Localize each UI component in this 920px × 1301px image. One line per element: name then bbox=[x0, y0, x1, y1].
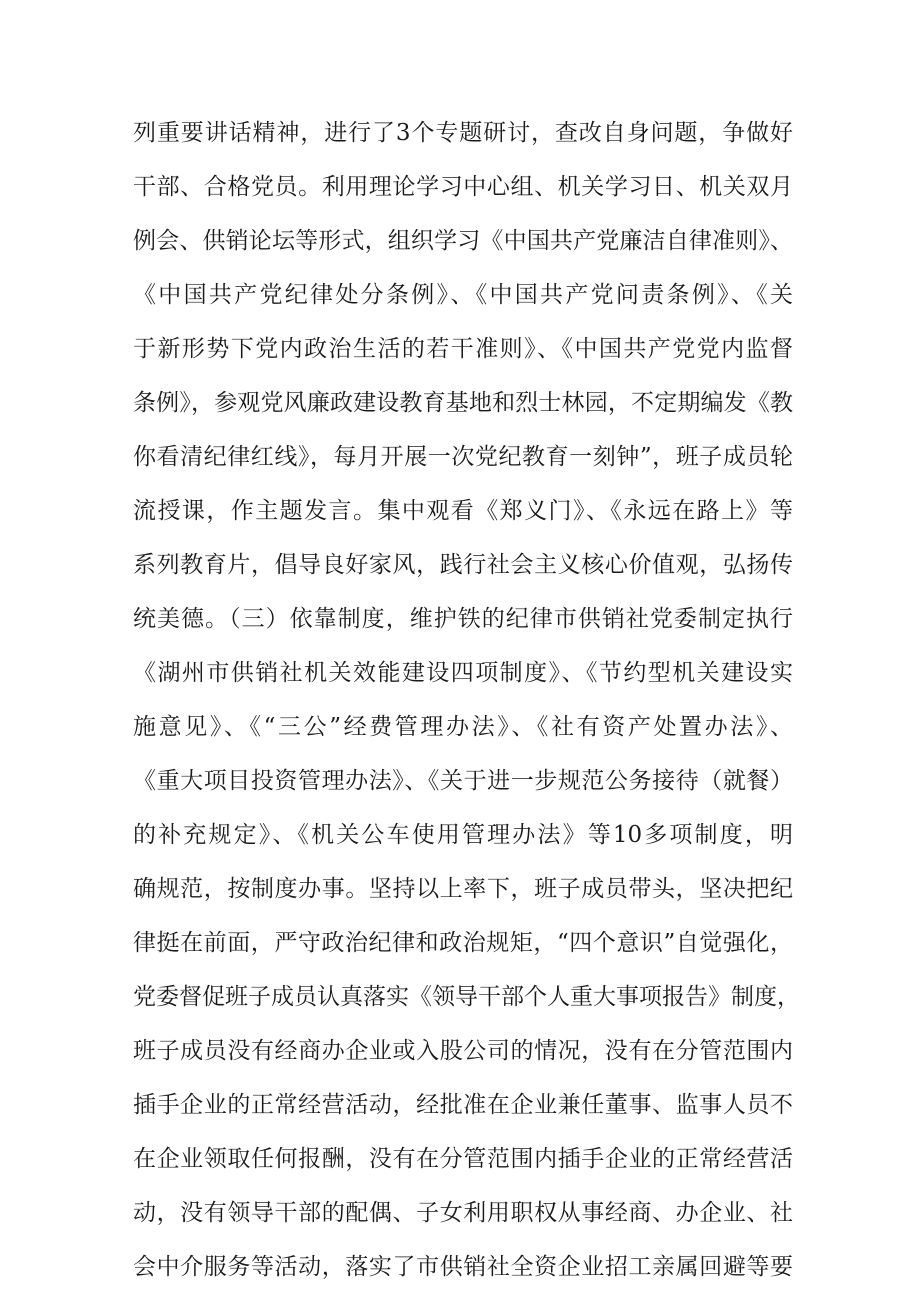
text-line: 你看清纪律红线》，每月开展一次党纪教育一刻钟”，班子成员轮 bbox=[133, 444, 793, 470]
text-line: 《中国共产党纪律处分条例》、《中国共产党问责条例》、《关 bbox=[133, 282, 793, 308]
text-line: 确规范，按制度办事。坚持以上率下，班子成员带头，坚决把纪 bbox=[133, 876, 793, 902]
text-line: 在企业领取任何报酬，没有在分管范围内插手企业的正常经营活 bbox=[133, 1146, 793, 1172]
text-line: 例会、供销论坛等形式，组织学习《中国共产党廉洁自律准则》、 bbox=[133, 228, 793, 254]
text-line: 律挺在前面，严守政治纪律和政治规矩，“四个意识”自觉强化， bbox=[133, 930, 793, 956]
text-line: 党委督促班子成员认真落实《领导干部个人重大事项报告》制度， bbox=[133, 984, 800, 1010]
text-line: 动，没有领导干部的配偶、子女利用职权从事经商、办企业、社 bbox=[133, 1200, 793, 1226]
text-line: 的补充规定》、《机关公车使用管理办法》等10多项制度，明 bbox=[133, 822, 793, 848]
text-line: 系列教育片，倡导良好家风，践行社会主义核心价值观，弘扬传 bbox=[133, 552, 793, 578]
text-line: 《湖州市供销社机关效能建设四项制度》、《节约型机关建设实 bbox=[133, 660, 793, 686]
text-line: 插手企业的正常经营活动，经批准在企业兼任董事、监事人员不 bbox=[133, 1092, 793, 1118]
text-line: 列重要讲话精神，进行了3个专题研讨，查改自身问题，争做好 bbox=[133, 120, 793, 146]
text-line: 干部、合格党员。利用理论学习中心组、机关学习日、机关双月 bbox=[133, 174, 793, 200]
text-line: 会中介服务等活动，落实了市供销社全资企业招工亲属回避等要 bbox=[133, 1254, 793, 1280]
text-line: 统美德。（三）依靠制度，维护铁的纪律市供销社党委制定执行 bbox=[133, 606, 793, 632]
text-line: 施意见》、《“三公”经费管理办法》、《社有资产处置办法》、 bbox=[133, 714, 793, 740]
text-line: 班子成员没有经商办企业或入股公司的情况，没有在分管范围内 bbox=[133, 1038, 793, 1064]
text-line: 流授课，作主题发言。集中观看《郑义门》、《永远在路上》等 bbox=[133, 498, 793, 524]
text-line: 条例》，参观党风廉政建设教育基地和烈士林园，不定期编发《教 bbox=[133, 390, 793, 416]
text-line: 《重大项目投资管理办法》、《关于进一步规范公务接待（就餐） bbox=[133, 768, 793, 794]
body-text bbox=[133, 106, 800, 1294]
text-line: 于新形势下党内政治生活的若干准则》、《中国共产党党内监督 bbox=[133, 336, 793, 362]
